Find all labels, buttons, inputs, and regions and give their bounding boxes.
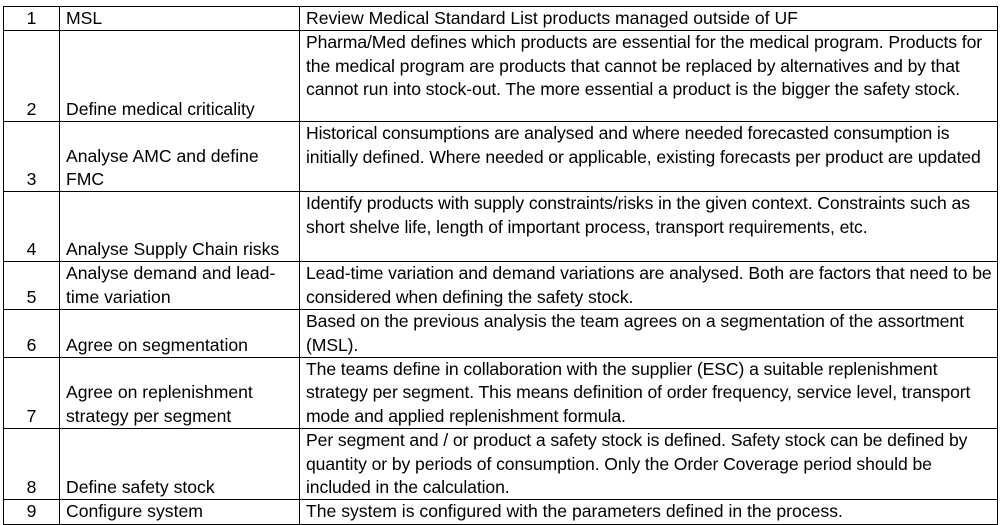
step-name: Analyse demand and lead-time variation bbox=[60, 262, 300, 310]
step-name: Analyse AMC and define FMC bbox=[60, 122, 300, 192]
table-row bbox=[4, 429, 998, 500]
step-description: Review Medical Standard List products managed outside of UF bbox=[300, 7, 998, 31]
step-number: 4 bbox=[4, 192, 60, 262]
step-number: 6 bbox=[4, 310, 60, 358]
step-number: 2 bbox=[4, 31, 60, 122]
step-description: Identify products with supply constraints/risks in the given context. Constraints such as short shelve life, length of important process, transport requirements, etc. bbox=[300, 192, 998, 262]
step-number: 5 bbox=[4, 262, 60, 310]
step-name: Analyse Supply Chain risks bbox=[60, 192, 300, 262]
table-row bbox=[4, 500, 998, 524]
step-number: 1 bbox=[4, 7, 60, 31]
step-description: Based on the previous analysis the team agrees on a segmentation of the assortment (MSL). bbox=[300, 310, 998, 358]
step-description: The teams define in collaboration with the supplier (ESC) a suitable replenishment strategy per segment. This means definition of order frequency, service level, transport mode and applied replenishment formula. bbox=[300, 358, 998, 429]
process-steps-table bbox=[3, 6, 998, 525]
step-number: 3 bbox=[4, 122, 60, 192]
step-number: 8 bbox=[4, 429, 60, 500]
step-description: The system is configured with the parameters defined in the process. bbox=[300, 500, 998, 524]
step-number: 7 bbox=[4, 358, 60, 429]
table-row bbox=[4, 262, 998, 310]
step-name: Agree on segmentation bbox=[60, 310, 300, 358]
step-name: Agree on replenishment strategy per segment bbox=[60, 358, 300, 429]
table-row bbox=[4, 31, 998, 122]
step-description: Per segment and / or product a safety stock is defined. Safety stock can be defined by quantity or by periods of consumption. Only the Order Coverage period should be included in the calculation. bbox=[300, 429, 998, 500]
table-row bbox=[4, 122, 998, 192]
step-name: MSL bbox=[60, 7, 300, 31]
table-row bbox=[4, 7, 998, 31]
table-row bbox=[4, 310, 998, 358]
table-row bbox=[4, 358, 998, 429]
table-row bbox=[4, 192, 998, 262]
step-name: Define safety stock bbox=[60, 429, 300, 500]
step-name: Define medical criticality bbox=[60, 31, 300, 122]
step-number: 9 bbox=[4, 500, 60, 524]
step-name: Configure system bbox=[60, 500, 300, 524]
step-description: Pharma/Med defines which products are essential for the medical program. Products for the medical program are products that cannot be replaced by alternatives and by that cannot run into stock-out. The more essential a product is the bigger the safety stock. bbox=[300, 31, 998, 122]
step-description: Historical consumptions are analysed and where needed forecasted consumption is initially defined. Where needed or applicable, existing forecasts per product are updated bbox=[300, 122, 998, 192]
step-description: Lead-time variation and demand variations are analysed. Both are factors that need to be considered when defining the safety stock. bbox=[300, 262, 998, 310]
